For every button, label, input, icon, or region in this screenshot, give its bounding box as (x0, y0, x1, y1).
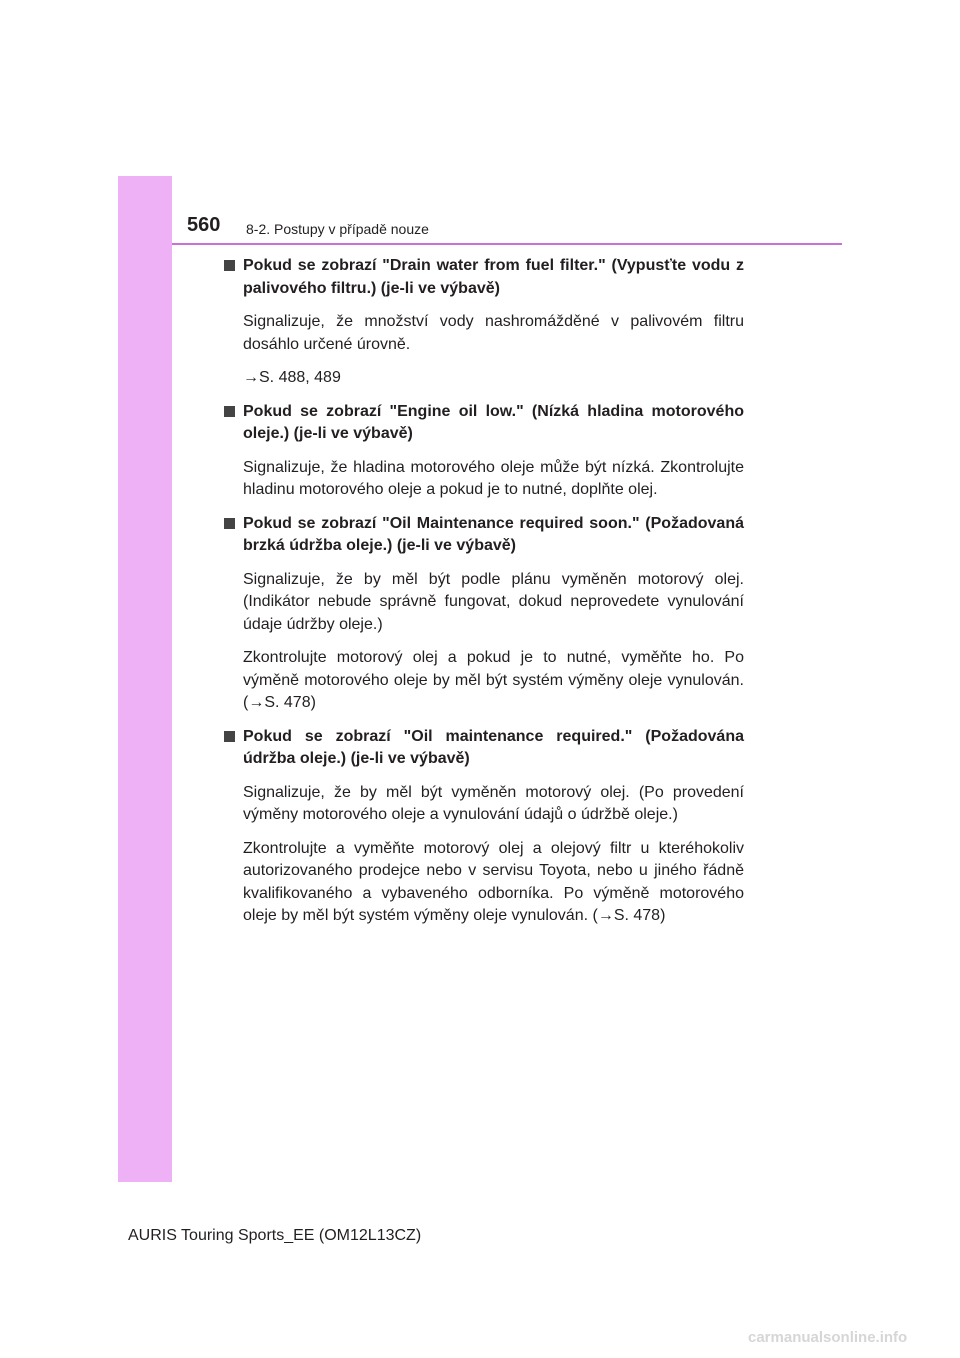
message-item (224, 513, 744, 715)
item-paragraph: Signalizuje, že hladina motorového oleje může být nízká. Zkontrolujte hladinu motorového oleje a pokud je to nutné, doplňte olej. (243, 458, 744, 498)
message-item (224, 401, 744, 502)
item-paragraph: Zkontrolujte a vyměňte motorový olej a olejový filtr u kteréhokoliv autorizovaného prodejce nebo v servisu Toyota, nebo u jiného řádně kvalifikovaného a vybaveného odborníka. Po výměně motorového oleje by měl být systém výměny oleje vynulován. (→S. 478) (243, 839, 744, 924)
message-item (224, 726, 744, 928)
section-title: 8-2. Postupy v případě nouze (246, 221, 429, 237)
item-paragraph: Signalizuje, že by měl být podle plánu vyměněn motorový olej. (Indikátor nebude správně fungovat, dokud neprovedete vynulování údaje údržby oleje.) (243, 570, 744, 633)
item-heading-text: Pokud se zobrazí "Oil maintenance required." (Požadována údržba oleje.) (je-li ve výbavě) (243, 727, 744, 767)
manual-code-footer: AURIS Touring Sports_EE (OM12L13CZ) (128, 1227, 422, 1244)
content-body (224, 255, 744, 939)
square-bullet-icon (224, 406, 235, 417)
header-rule (172, 243, 842, 245)
page-reference: →S. 488, 489 (243, 369, 341, 386)
item-paragraph: Signalizuje, že by měl být vyměněn motorový olej. (Po provedení výměny motorového oleje a vynulování údajů o údržbě oleje.) (243, 783, 744, 823)
item-heading (224, 513, 744, 558)
item-heading-text: Pokud se zobrazí "Oil Maintenance required soon." (Požadovaná brzká údržba oleje.) (je-li ve výbavě) (243, 514, 744, 554)
item-heading (224, 401, 744, 446)
site-watermark: carmanualsonline.info (748, 1329, 908, 1346)
square-bullet-icon (224, 731, 235, 742)
message-item (224, 255, 744, 390)
square-bullet-icon (224, 260, 235, 271)
item-heading-text: Pokud se zobrazí "Drain water from fuel filter." (Vypusťte vodu z palivového filtru.) (je-li ve výbavě) (243, 257, 744, 297)
item-heading (224, 255, 744, 300)
item-paragraph: Signalizuje, že množství vody nashromážděné v palivovém filtru dosáhlo určené úrovně. (243, 313, 744, 353)
item-heading-text: Pokud se zobrazí "Engine oil low." (Nízká hladina motorového oleje.) (je-li ve výbavě) (243, 402, 744, 442)
square-bullet-icon (224, 518, 235, 529)
item-heading (224, 726, 744, 771)
chapter-side-tab (118, 176, 172, 1182)
item-paragraph: Zkontrolujte motorový olej a pokud je to nutné, vyměňte ho. Po výměně motorového oleje by měl být systém výměny oleje vynulován. (→S. 478) (243, 649, 744, 711)
page-number: 560 (187, 214, 221, 236)
